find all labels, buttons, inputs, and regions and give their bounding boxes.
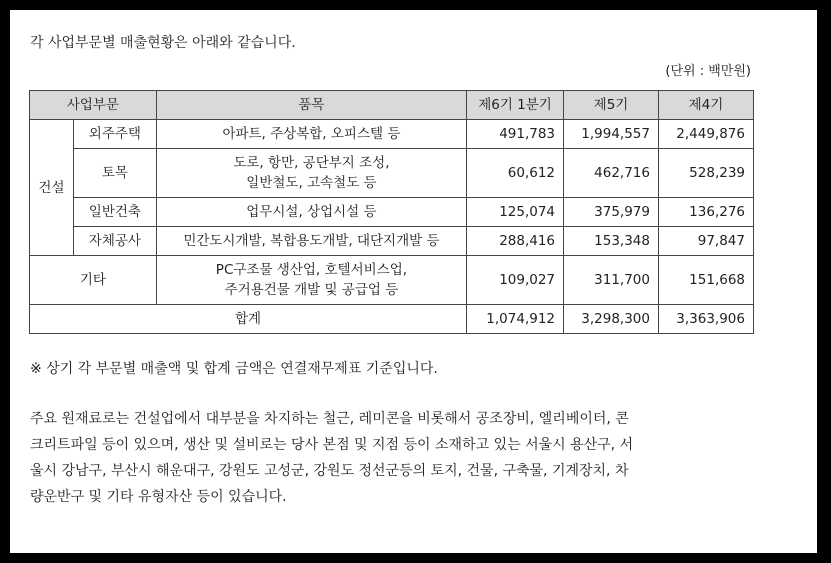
row-y4: 2,449,876 xyxy=(658,120,753,149)
row-y5: 375,979 xyxy=(564,198,659,227)
intro-text: 각 사업부문별 매출현황은 아래와 같습니다. xyxy=(30,35,296,51)
total-y4: 3,363,906 xyxy=(658,305,753,334)
footnote: ※ 상기 각 부문별 매출액 및 합계 금액은 연결재무제표 기준입니다. xyxy=(30,361,438,377)
header-division: 사업부문 xyxy=(30,91,157,120)
row-product: 민간도시개발, 복합용도개발, 대단지개발 등 xyxy=(156,227,466,256)
table-row xyxy=(30,227,754,256)
row-product xyxy=(156,149,466,198)
row-product xyxy=(156,256,466,305)
row-sub: 토목 xyxy=(73,149,156,198)
table-row-total xyxy=(30,305,754,334)
row-y4: 136,276 xyxy=(658,198,753,227)
table-row xyxy=(30,198,754,227)
row-q1: 288,416 xyxy=(467,227,564,256)
header-y5: 제5기 xyxy=(564,91,659,120)
row-q1: 491,783 xyxy=(467,120,564,149)
table-header-row xyxy=(30,91,754,120)
product-line: 주거용건물 개발 및 공급업 등 xyxy=(224,282,399,298)
row-y5: 153,348 xyxy=(564,227,659,256)
product-line: 도로, 항만, 공단부지 조성, xyxy=(233,155,390,171)
header-product: 품목 xyxy=(156,91,466,120)
body-paragraph: 주요 원재료로는 건설업에서 대부분을 차지하는 철근, 레미콘을 비롯해서 공조장비, 엘리베이터, 콘크리트파일 등이 있으며, 생산 및 설비로는 당사 본점 및 지점 등이 소재하고 있는 서울시 용산구, 서울시 강남구, 부산시 해운대구, 강원도 고성군, 강원도 정선군등의 토지, 건물, 구축물, 기계장치, 차량운반구 및 기타 유형자산 등이 있습니다. xyxy=(30,411,634,505)
sales-table xyxy=(29,90,754,334)
unit-label: (단위 : 백만원) xyxy=(665,64,751,79)
header-y4: 제4기 xyxy=(658,91,753,120)
row-y5: 1,994,557 xyxy=(564,120,659,149)
row-y4: 151,668 xyxy=(658,256,753,305)
product-line: PC구조물 생산업, 호텔서비스업, xyxy=(215,262,408,278)
total-label: 합계 xyxy=(30,305,467,334)
row-q1: 125,074 xyxy=(467,198,564,227)
table-row xyxy=(30,149,754,198)
row-y4: 528,239 xyxy=(658,149,753,198)
row-sub: 일반건축 xyxy=(73,198,156,227)
table-row-other xyxy=(30,256,754,305)
row-q1: 60,612 xyxy=(467,149,564,198)
row-y5: 462,716 xyxy=(564,149,659,198)
total-y5: 3,298,300 xyxy=(564,305,659,334)
document-page xyxy=(10,10,817,553)
row-y4: 97,847 xyxy=(658,227,753,256)
row-product: 업무시설, 상업시설 등 xyxy=(156,198,466,227)
row-q1: 109,027 xyxy=(467,256,564,305)
row-product: 아파트, 주상복합, 오피스텔 등 xyxy=(156,120,466,149)
total-q1: 1,074,912 xyxy=(467,305,564,334)
other-label: 기타 xyxy=(30,256,157,305)
product-line: 일반철도, 고속철도 등 xyxy=(246,175,377,191)
table-row xyxy=(30,120,754,149)
construction-label: 건설 xyxy=(30,120,74,256)
row-sub: 자체공사 xyxy=(73,227,156,256)
header-q1: 제6기 1분기 xyxy=(467,91,564,120)
row-sub: 외주주택 xyxy=(73,120,156,149)
row-y5: 311,700 xyxy=(564,256,659,305)
